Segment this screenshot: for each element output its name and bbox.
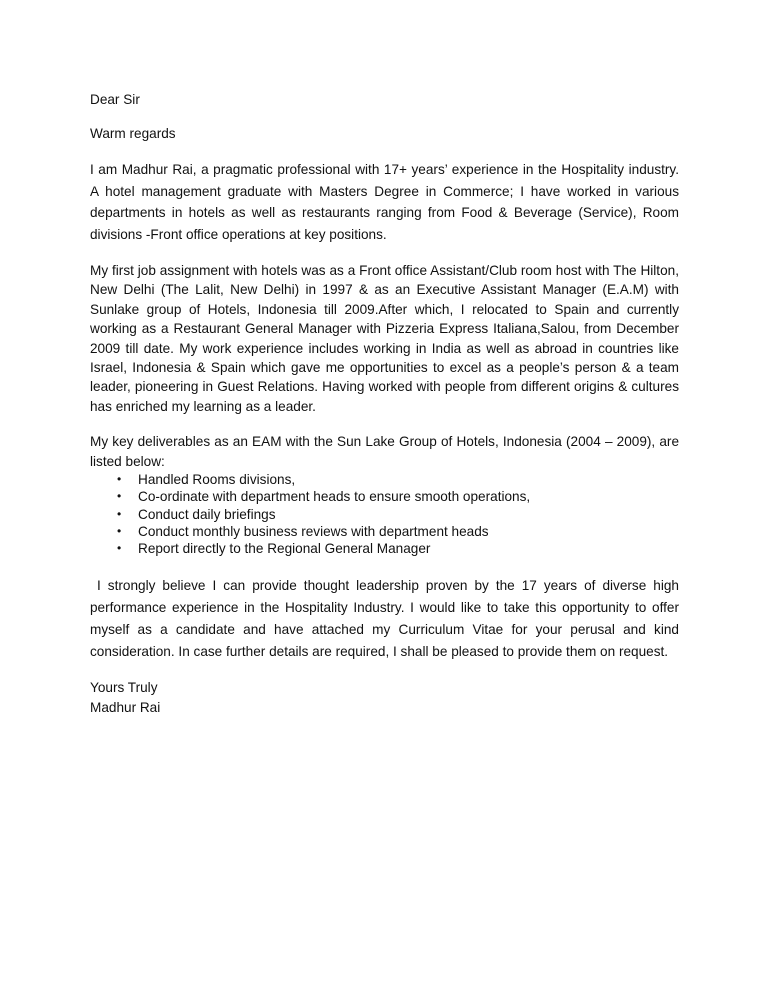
list-item — [117, 488, 679, 505]
bullet-icon: • — [117, 489, 122, 504]
deliverables-list — [90, 471, 679, 557]
bullet-icon: • — [117, 523, 122, 538]
list-item — [117, 523, 679, 540]
list-item-text: Co-ordinate with department heads to ensure smooth operations, — [138, 489, 531, 505]
bullet-icon: • — [117, 541, 122, 556]
intro-paragraph: I am Madhur Rai, a pragmatic professional with 17+ years’ experience in the Hospitality industry. A hotel management graduate with Masters Degree in Commerce; I have worked in various departments in hotels as well as restaurants ranging from Food & Beverage (Service), Room divisions -Front office operations at key positions. — [90, 162, 679, 242]
closing-paragraph: I strongly believe I can provide thought leadership proven by the 17 years of diverse high performance experience in the Hospitality Industry. I would like to take this opportunity to offer myself as a candidate and have attached my Curriculum Vitae for your perusal and kind consideration. In case further details are required, I shall be pleased to provide them on request. — [90, 578, 683, 659]
list-item-text: Conduct monthly business reviews with department heads — [138, 523, 489, 539]
list-item-text: Report directly to the Regional General Manager — [138, 541, 431, 557]
list-item-text: Handled Rooms divisions, — [138, 472, 296, 488]
greeting: Warm regards — [90, 125, 176, 141]
closing-phrase: Yours Truly — [90, 680, 158, 696]
bullet-icon: • — [117, 506, 122, 521]
salutation: Dear Sir — [90, 92, 140, 107]
list-item — [117, 540, 679, 557]
list-item — [117, 506, 679, 523]
list-item — [117, 471, 679, 488]
signature-name: Madhur Rai — [90, 699, 161, 715]
bullet-icon: • — [117, 472, 122, 487]
list-item-text: Conduct daily briefings — [138, 506, 276, 522]
deliverables-intro: My key deliverables as an EAM with the Sun Lake Group of Hotels, Indonesia (2004 – 2009), are listed below: — [90, 434, 679, 469]
letter-page — [90, 90, 683, 717]
experience-paragraph: My first job assignment with hotels was as a Front office Assistant/Club room host with The Hilton, New Delhi (The Lalit, New Delhi) in 1997 & as an Executive Assistant Manager (E.A.M) with Sunlake group of Hotels, Indonesia till 2009.After which, I relocated to Spain and currently working as a Restaurant General Manager with Pizzeria Express Italiana,Salou, from December 2009 till date. My work experience includes working in India as well as abroad in countries like Israel, Indonesia & Spain which gave me opportunities to excel as a people’s person & a team leader, pioneering in Guest Relations. Having worked with people from different origins & cultures has enriched my learning as a leader. — [90, 263, 679, 414]
